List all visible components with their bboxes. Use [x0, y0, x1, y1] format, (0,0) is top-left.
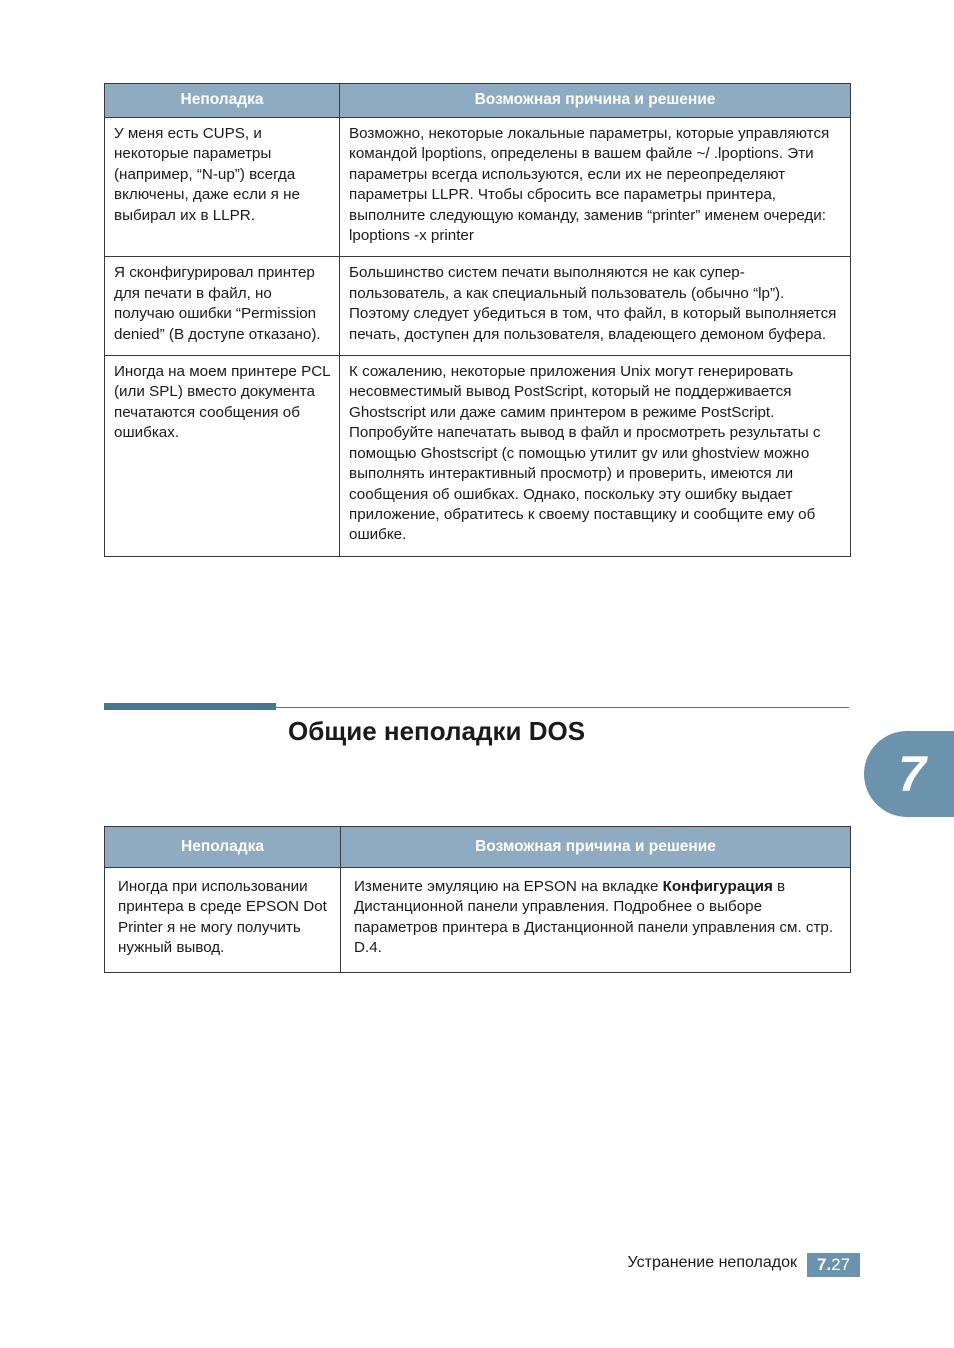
solution-text: Измените эмуляцию на EPSON на вкладке	[354, 878, 663, 895]
table-row	[105, 868, 851, 973]
solution-cell: К сожалению, некоторые приложения Unix могут генерировать несовместимый вывод PostScript, который не поддерживается Ghostscript или даже самим принтером в режиме PostScript. Попробуйте напечатать вывод в файл и просмотреть результаты с помощью Ghostscript (с помощью утилит gv или ghostview можно выполнять интерактивный просмотр) и проверить, имеются ли сообщения об ошибках. Однако, поскольку эту ошибку выдает приложение, обратитесь к своему поставщику и сообщите ему об ошибке.	[340, 356, 851, 557]
problem-cell: Я сконфигурировал принтер для печати в файл, но получаю ошибки “Permission denied” (В доступе отказано).	[105, 257, 340, 356]
troubleshooting-table-unix	[104, 83, 851, 557]
section-rule-accent	[104, 703, 276, 710]
configuration-tab-name: Конфигурация	[662, 878, 773, 895]
footer-chapter-title: Устранение неполадок	[627, 1254, 797, 1271]
section-title: Общие неполадки DOS	[288, 716, 586, 746]
header-solution: Возможная причина и решение	[340, 84, 851, 118]
page-chapter: 7.	[816, 1255, 832, 1274]
solution-cell: Большинство систем печати выполняются не как супер-пользователь, а как специальный пользователь (обычно “lp”). Поэтому следует убедиться в том, что файл, в который выполняется печать, доступен для пользователя, владеющего демоном буфера.	[340, 257, 851, 356]
solution-cell: Возможно, некоторые локальные параметры, которые управляются командой lpoptions, определены в вашем файле ~/ .lpoptions. Эти параметры всегда используются, если их не переопределяют параметры LLPR. Чтобы сбросить все параметры принтера, выполните следующую команду, заменив “printer” именем очереди: lpoptions -x printer	[340, 118, 851, 257]
page-number-badge	[807, 1253, 860, 1277]
troubleshooting-table-dos	[104, 826, 851, 973]
solution-text: в Дистанционной панели управления. Подробнее о выборе параметров принтера в Дистанционной панели управления см. стр. D.4.	[354, 878, 834, 957]
problem-cell: Иногда при использовании принтера в среде EPSON Dot Printer я не могу получить нужный вывод.	[105, 868, 341, 973]
problem-cell: Иногда на моем принтере PCL (или SPL) вместо документа печатаются сообщения об ошибках.	[105, 356, 340, 557]
header-solution: Возможная причина и решение	[341, 827, 851, 868]
header-problem: Неполадка	[105, 84, 340, 118]
table-header-row	[105, 84, 851, 118]
page-number: 27	[831, 1255, 851, 1274]
table-row	[105, 356, 851, 557]
problem-cell: У меня есть CUPS, и некоторые параметры (например, “N-up”) всегда включены, даже если я не выбирал их в LLPR.	[105, 118, 340, 257]
table-header-row	[105, 827, 851, 868]
header-problem: Неполадка	[105, 827, 341, 868]
solution-cell	[341, 868, 851, 973]
section-rule	[276, 707, 849, 708]
chapter-tab: 7	[864, 731, 954, 817]
table-row	[105, 257, 851, 356]
table-row	[105, 118, 851, 257]
